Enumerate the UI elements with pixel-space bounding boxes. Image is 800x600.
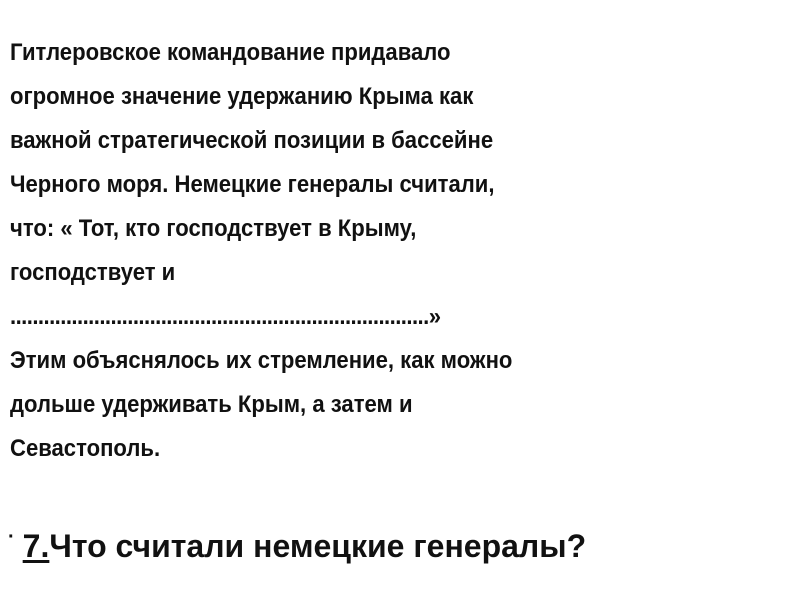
question-heading [8, 526, 586, 566]
question-text: Что считали немецкие генералы? [49, 528, 587, 564]
text-line: Севастополь. [10, 435, 161, 462]
text-line: господствует и [10, 259, 176, 286]
text-line: что: « Тот, кто господствует в Крыму, [10, 215, 417, 242]
text-paragraph [10, 31, 728, 471]
text-line: Черного моря. Немецкие генералы считали, [10, 171, 495, 198]
question-number: 7. [22, 528, 50, 564]
text-line: Этим объяснялось их стремление, как можно [10, 347, 513, 374]
text-line: дольше удерживать Крым, а затем и [10, 391, 413, 418]
text-line: Гитлеровское командование придавало [10, 39, 451, 66]
quote-blank-line: ...........................................................................» [10, 303, 441, 330]
text-line: важной стратегической позиции в бассейне [10, 127, 494, 154]
text-line: огромное значение удержанию Крыма как [10, 83, 474, 110]
bullet-mark: · [8, 526, 15, 548]
